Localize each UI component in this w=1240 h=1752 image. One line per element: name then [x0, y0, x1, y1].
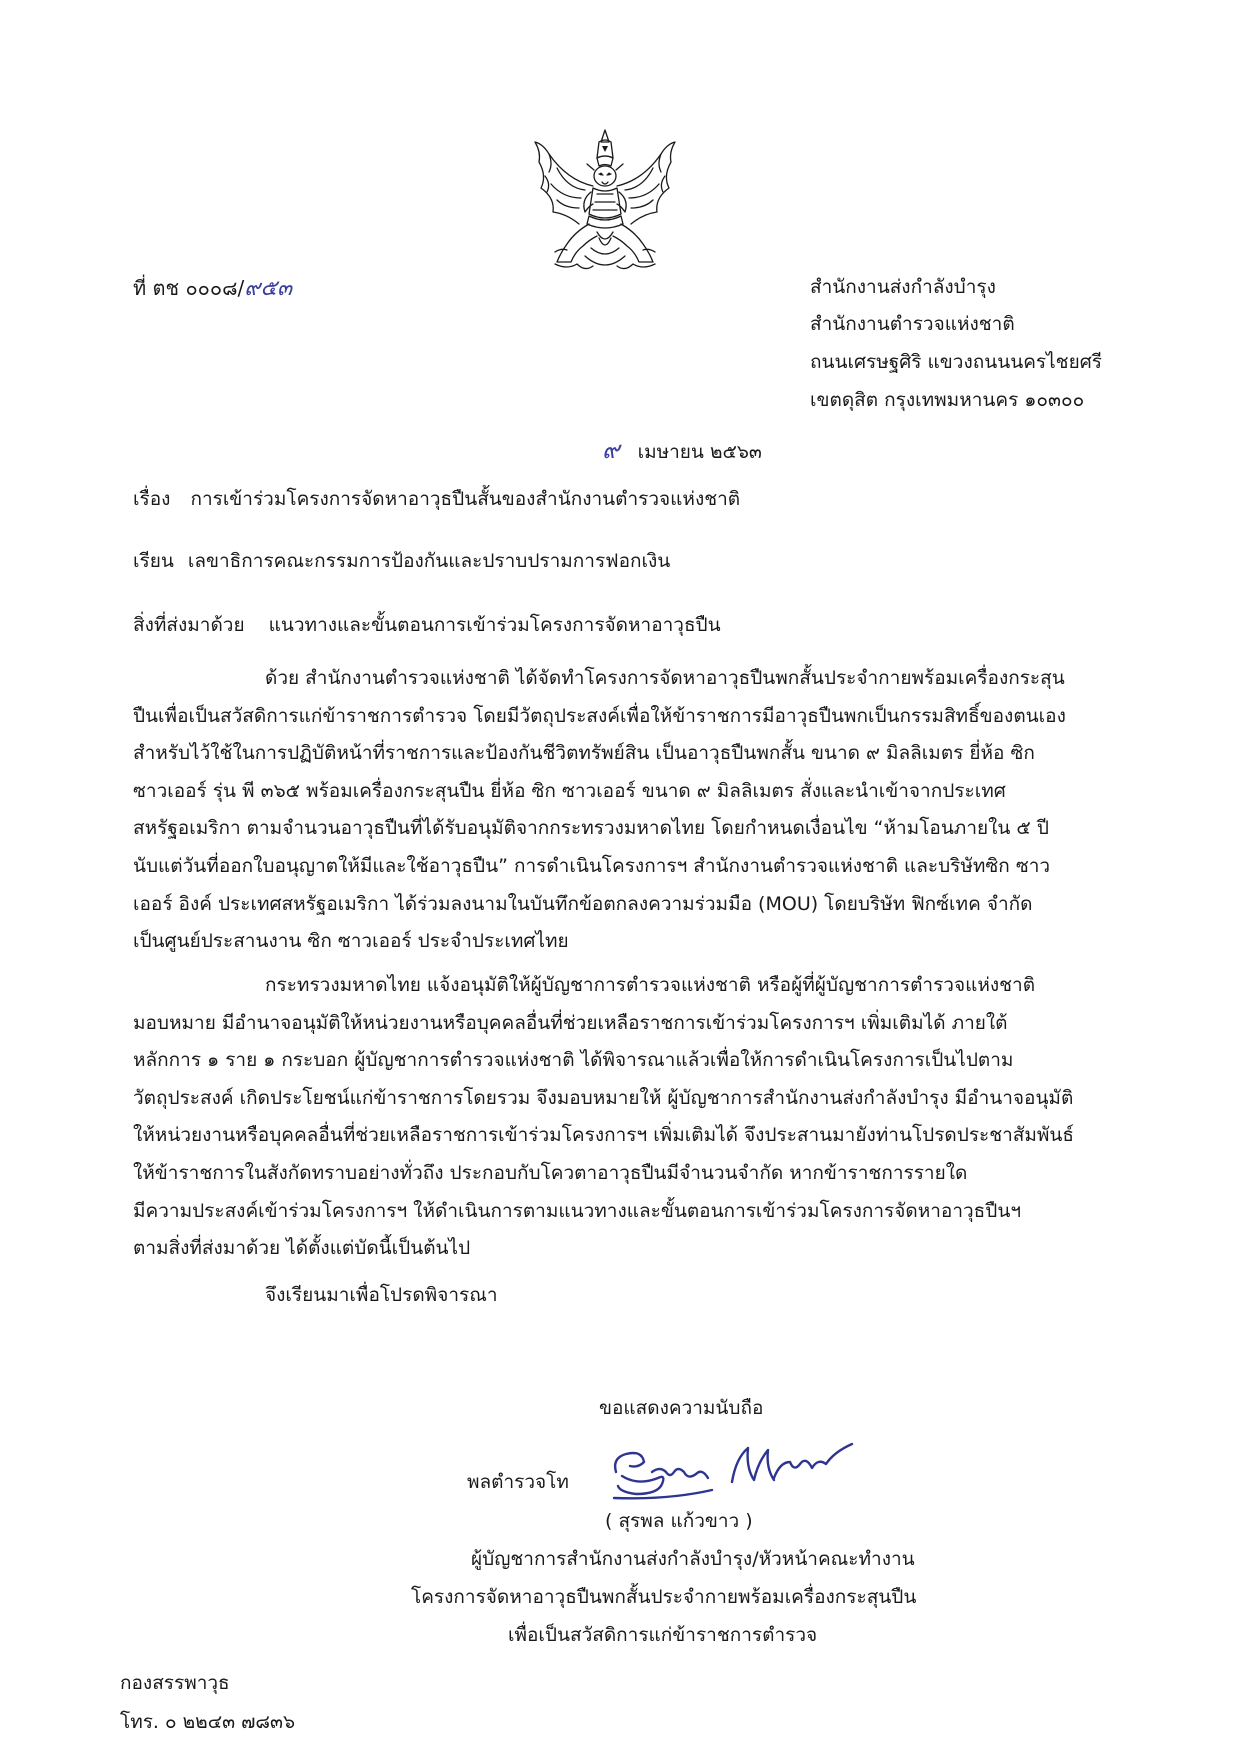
sender-address-line: สำนักงานส่งกำลังบำรุง: [810, 276, 996, 298]
signer-position-line: โครงการจัดหาอาวุธปืนพกสั้นประจำกายพร้อมเครื่องกระสุนปืน: [411, 1586, 917, 1608]
handwritten-day: ๙: [602, 436, 620, 464]
reference-number: [133, 278, 292, 300]
enclosure-label: สิ่งที่ส่งมาด้วย: [133, 614, 245, 636]
enclosure-line: [133, 616, 721, 635]
subject-label: เรื่อง: [133, 488, 171, 510]
footer-phone: โทร. ๐ ๒๒๔๓ ๗๘๓๖: [120, 1711, 296, 1733]
footer-division: กองสรรพาวุธ: [120, 1672, 230, 1694]
recipient-line: [133, 552, 670, 571]
paragraph-line: ด้วย สำนักงานตำรวจแห่งชาติ ได้จัดทำโครงการจัดหาอาวุธปืนพกสั้นประจำกายพร้อมเครื่องกระสุน: [265, 667, 1065, 689]
subject-line: [133, 490, 740, 509]
paragraph-line: เออร์ อิงค์ ประเทศสหรัฐอเมริกา ได้ร่วมลงนามในบันทึกข้อตกลงความร่วมมือ (MOU) โดยบริษัท ฟิกซ์เทค จำกัด: [133, 892, 1033, 915]
paragraph-line: เป็นศูนย์ประสานงาน ซิก ซาวเออร์ ประจำประเทศไทย: [133, 930, 569, 953]
body-paragraph-2: [133, 967, 1129, 1268]
paragraph-line: สำหรับไว้ใช้ในการปฏิบัติหน้าที่ราชการและป้องกันชีวิตทรัพย์สิน เป็นอาวุธปืนพกสั้น ขนาด ๙ มิลลิเมตร ยี่ห้อ ซิก: [133, 742, 1035, 765]
letter-date: [602, 438, 762, 462]
paragraph-line: ให้หน่วยงานหรือบุคคลอื่นที่ช่วยเหลือราชการเข้าร่วมโครงการฯ เพิ่มเติมได้ จึงประสานมายังท่านโปรดประชาสัมพันธ์: [133, 1124, 1075, 1147]
paragraph-line: ปืนเพื่อเป็นสวัสดิการแก่ข้าราชการตำรวจ โดยมีวัตถุประสงค์เพื่อให้ข้าราชการมีอาวุธปืนพกเป็นกรรมสิทธิ์ของตนเอง: [133, 704, 1066, 727]
paragraph-line: ให้ข้าราชการในสังกัดทราบอย่างทั่วถึง ประกอบกับโควตาอาวุธปืนมีจำนวนจำกัด หากข้าราชการรายใด: [133, 1161, 968, 1184]
handwritten-signature: [608, 1428, 862, 1506]
paragraph-line: วัตถุประสงค์ เกิดประโยชน์แก่ข้าราชการโดยรวม จึงมอบหมายให้ ผู้บัญชาการสำนักงานส่งกำลังบำรุง มีอำนาจอนุมัติ: [133, 1086, 1074, 1109]
reference-prefix: ที่ ตช ๐๐๐๘/: [133, 276, 245, 300]
paragraph-line: ตามสิ่งที่ส่งมาด้วย ได้ตั้งแต่บัดนี้เป็นต้นไป: [133, 1237, 471, 1260]
paragraph-line: มีความประสงค์เข้าร่วมโครงการฯ ให้ดำเนินการตามแนวทางและขั้นตอนการเข้าร่วมโครงการจัดหาอาวุธปืนฯ: [133, 1199, 1021, 1222]
paragraph-line: สหรัฐอเมริกา ตามจำนวนอาวุธปืนที่ได้รับอนุมัติจากกระทรวงมหาดไทย โดยกำหนดเงื่อนไข “ห้ามโอนภายใน ๕ ปี: [133, 817, 1049, 840]
enclosure-text: แนวทางและขั้นตอนการเข้าร่วมโครงการจัดหาอาวุธปืน: [268, 614, 721, 636]
sender-address-line: เขตดุสิต กรุงเทพมหานคร ๑๐๓๐๐: [810, 389, 1085, 411]
signer-name: ( สุรพล แก้วขาว ): [605, 1510, 753, 1532]
body-paragraph-1: [133, 660, 1129, 961]
recipient-text: เลขาธิการคณะกรรมการป้องกันและปราบปรามการฟอกเงิน: [187, 550, 671, 572]
subject-text: การเข้าร่วมโครงการจัดหาอาวุธปืนสั้นของสำนักงานตำรวจแห่งชาติ: [190, 488, 741, 510]
signer-position-line: ผู้บัญชาการสำนักงานส่งกำลังบำรุง/หัวหน้าคณะทำงาน: [471, 1548, 915, 1570]
salutation: ขอแสดงความนับถือ: [599, 1397, 764, 1419]
signer-rank: พลตำรวจโท: [467, 1471, 569, 1493]
paragraph-line: มอบหมาย มีอำนาจอนุมัติให้หน่วยงานหรือบุคคลอื่นที่ช่วยเหลือราชการเข้าร่วมโครงการฯ เพิ่มเติมได้ ภายใต้: [133, 1011, 1008, 1034]
paragraph-line: กระทรวงมหาดไทย แจ้งอนุมัติให้ผู้บัญชาการตำรวจแห่งชาติ หรือผู้ที่ผู้บัญชาการตำรวจแห่งชาติ: [265, 974, 1036, 996]
signer-position-line: เพื่อเป็นสวัสดิการแก่ข้าราชการตำรวจ: [508, 1624, 818, 1646]
paragraph-line: นับแต่วันที่ออกใบอนุญาตให้มีและใช้อาวุธปืน” การดำเนินโครงการฯ สำนักงานตำรวจแห่งชาติ และบริษัทซิก ซาว: [133, 854, 1051, 877]
sender-address-line: ถนนเศรษฐศิริ แขวงถนนนครไชยศรี: [810, 351, 1102, 373]
sender-address-line: สำนักงานตำรวจแห่งชาติ: [810, 313, 1015, 335]
paragraph-line: หลักการ ๑ ราย ๑ กระบอก ผู้บัญชาการตำรวจแห่งชาติ ได้พิจารณาแล้วเพื่อให้การดำเนินโครงการเป็นไปตาม: [133, 1049, 1014, 1072]
closing-request: จึงเรียนมาเพื่อโปรดพิจารณา: [265, 1284, 498, 1306]
recipient-label: เรียน: [133, 550, 174, 572]
handwritten-reference-number: ๙๕๓: [244, 276, 293, 301]
date-month-year: เมษายน ๒๕๖๓: [637, 441, 762, 463]
garuda-emblem: [527, 128, 683, 276]
paragraph-line: ซาวเออร์ รุ่น พี ๓๖๕ พร้อมเครื่องกระสุนปืน ยี่ห้อ ซิก ซาวเออร์ ขนาด ๙ มิลลิเมตร สั่งและนำเข้าจากประเทศ: [133, 779, 1006, 802]
